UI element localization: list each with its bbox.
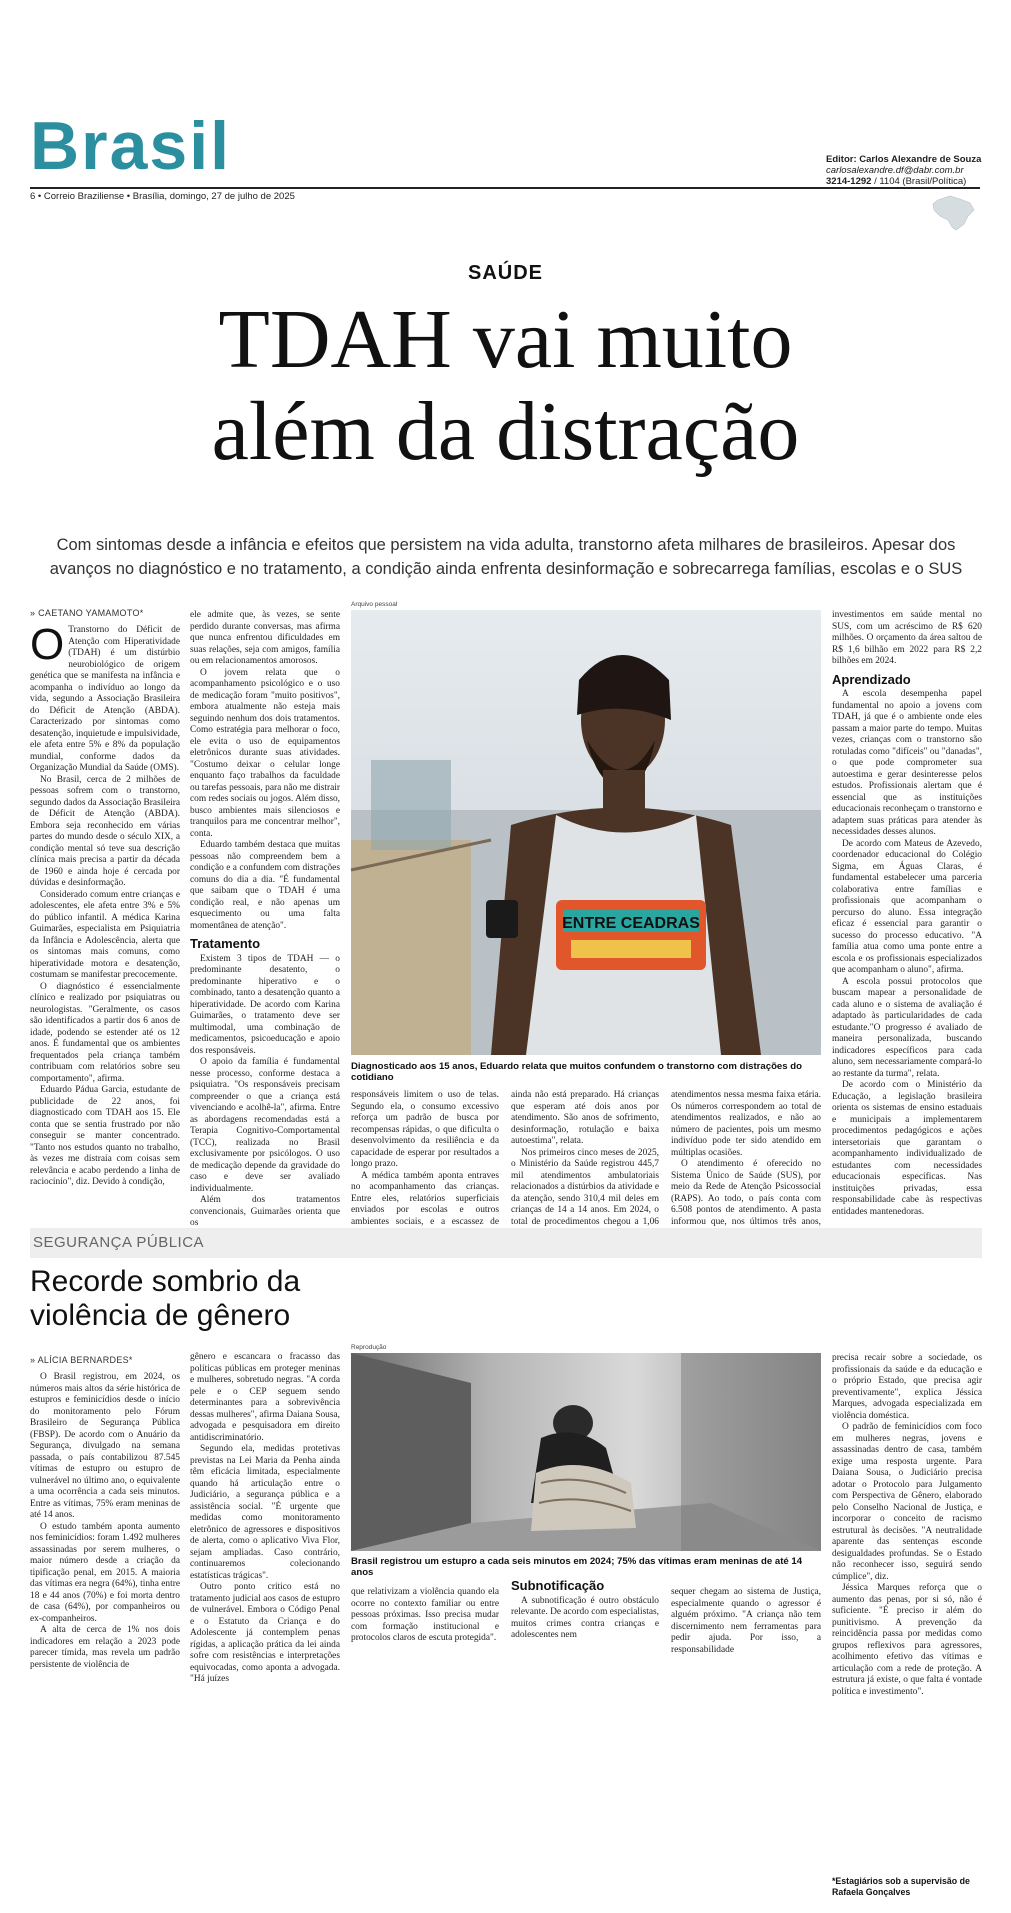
story2-col1-p1: O Brasil registrou, em 2024, os números mais altos da série histórica de estupros e feminicídios desde o início do monitoramento pelo Fórum Brasileiro de Segurança Pública (FBSP). De acordo com o Anuário da Segurança, divulgado na semana passada, o país contabilizou 87.545 vítimas de estupro ou estupro de vulnerável no último ano, o equivalente a uma ocorrência a cada seis minutos. Entre as vítimas, 75% eram meninas de até 14 anos. — [30, 1372, 180, 1520]
story2-col2 — [190, 1352, 340, 1902]
story2-col4 — [511, 1580, 659, 1660]
editor-name: Editor: Carlos Alexandre de Souza — [826, 154, 982, 165]
story1-headline-line1: TDAH vai muito — [218, 293, 793, 386]
story1-col2-p6: Além dos tratamentos convencionais, Guimarães orienta que os — [190, 1195, 340, 1228]
story1-col4-p2: Nos primeiros cinco meses de 2025, o Ministério da Saúde registrou 445,7 mil atendimentos ambulatoriais relacionados a distúrbios da atividade e da atenção, sendo 310,4 mil deles em crianças de 14 a 14 anos. Em 2024, o total de procedimentos chegou a 1,06 — [511, 1147, 659, 1227]
story1-col3-p2: A médica também aponta entraves no acompanhamento das crianças. Entre eles, relatórios superficiais enviados por escolas e outros ambientes sociais, e a escassez de — [351, 1170, 499, 1227]
story1-col2-p2: O jovem relata que o acompanhamento psicológico e o uso de medicação foram "muito positivos", embora atualmente não esteja mais seguindo nenhum dos dois tratamentos. Como estratégia para melhorar o foco, ele evita o uso de equipamentos eletrônicos durante suas atividades. "Costumo deixar o celular longe enquanto faço trabalhos da faculdade ou tarefas pessoais, para não me distrair com redes sociais ou jogos. Além disso, busco ambientes mais silenciosos e tranquilos para me concentrar melhor", conta. — [190, 667, 340, 839]
story1-byline: » CAETANO YAMAMOTO* — [30, 608, 144, 618]
story2-col2-p3: Outro ponto crítico está no tratamento judicial aos casos de estupro de vulnerável. Embora o Código Penal e o Estatuto da Criança e do Adolescente já contemplem penas rígidas, a aplicação prática da lei ainda sofre com resistências e interpretações equivocadas, como aponta a advogada. "Há juízes — [190, 1582, 340, 1684]
story2-photo-credit: Reprodução — [351, 1344, 387, 1351]
story1-subhead-tratamento: Tratamento — [190, 936, 261, 951]
story1-col6-p1: investimentos em saúde mental no SUS, com um acréscimo de R$ 620 milhões. O orçamento da área saltou de R$ 1,6 bilhão em 2022 para R$ 2,2 bilhões em 2024. — [832, 610, 982, 666]
story2-headline-line1: Recorde sombrio da — [30, 1265, 301, 1298]
story1-col3-p1: responsáveis limitem o uso de telas. Segundo ela, o consumo excessivo reforça um padrão de busca por recompensas rápidas, o que dificulta o desenvolvimento da resiliência e da capacidade de esperar por resultados a longo prazo. — [351, 1090, 499, 1169]
story1-col1-p1: Transtorno do Déficit de Atenção com Hiperatividade (TDAH) é um distúrbio neurobiológico de origem genética que se manifesta na infância e acompanha o indivíduo ao longo da vida, segundo a Associação Brasileira do Déficit de Atenção (ABDA). Caracterizado por sintomas como desatenção, inquietude e impulsividade, ele afeta entre 5% e 8% da população mundial, conforme dados da Organização Mundial da Saúde (OMS). — [30, 625, 180, 773]
story1-col2-p5: O apoio da família é fundamental nesse processo, conforme destaca a psiquiatra. "Os responsáveis precisam compreender o que a criança está vivenciando e acolhê-la", afirma. Entre as abordagens recomendadas está a Terapia Cognitivo-Comportamental (TCC), realizada no Brasil exclusivamente por psicólogos. O uso de medicação depende da gravidade do caso e deve ser avaliado individualmente. — [190, 1057, 340, 1194]
story1-kicker: SAÚDE — [467, 262, 543, 284]
story2-caption: Brasil registrou um estupro a cada seis minutos em 2024; 75% das vítimas eram meninas de até 14 anos — [351, 1556, 803, 1578]
story2-col1 — [30, 1372, 180, 1902]
story1-caption: Diagnosticado aos 15 anos, Eduardo relata que muitos confundem o transtorno com distrações do cotidiano — [351, 1061, 802, 1083]
story1-col2-p1: ele admite que, às vezes, se sente perdido durante conversas, mas afirma que nunca enfrentou dificuldades em suas relações, seja com amigos, família ou em relacionamentos amorosos. — [190, 610, 340, 666]
story1-col6-p4: A escola possui protocolos que buscam mapear a personalidade de cada aluno e o sistema de avaliação é adaptado às particularidades de cada estudante."O progresso é avaliado de maneira personalizada, buscando indicadores específicos para cada aluno, sem necessariamente compará-lo ao restante da turma", relata. — [832, 976, 982, 1079]
story1-deck: Com sintomas desde a infância e efeitos que persistem na vida adulta, transtorno afeta milhares de brasileiros. Apesar dos avanços no diagnóstico e no tratamento, a condição ainda enfrenta desinformação e sobrecarrega famílias, escolas e o SUS — [49, 536, 963, 578]
story2-col2-p2: Segundo ela, medidas protetivas previstas na Lei Maria da Penha ainda têm eficácia limitada, especialmente quando há articulação entre o Judiciário, a segurança pública e a assistência social. "É urgente que medidas como monitoramento eletrônico de agressores e dispositivos de alerta, como o aplicativo Viva Flor, sejam ampliadas. Caso contrário, continuaremos colecionando estatísticas trágicas". — [190, 1444, 340, 1581]
story2-section-label: SEGURANÇA PÚBLICA — [33, 1234, 205, 1251]
story2-col6-p1: precisa recair sobre a sociedade, os profissionais da saúde e da educação e o próprio Estado, que precisa agir preventivamente", explica Jéssica Marques, advogada especializada em violência doméstica. — [832, 1353, 982, 1421]
story1-col1-p2: No Brasil, cerca de 2 milhões de pessoas sofrem com o transtorno, segundo dados da Associação Brasileira de Déficit de Atenção (ABDA). Embora seja reconhecido em várias partes do mundo desde o século XIX, a condição mental só teve sua descrição clínica mais precisa a partir da década de 1960 e ainda hoje é cercada por dúvidas e desinformação. — [30, 774, 180, 888]
story2-col3 — [351, 1587, 499, 1657]
brazil-map-icon — [930, 194, 976, 232]
story1-col1-p4: O diagnóstico é essencialmente clínico e realizado por psiquiatras ou neurologistas. "Geralmente, os casos são identificados a partir dos 6 anos de idade, podendo se estender até os 12 anos. É fundamental que os ambientes frequentados pela criança também contribuam com relatórios sobre seu comportamento", afirma. — [30, 981, 180, 1084]
story2-col5-p1: sequer chegam ao sistema de Justiça, especialmente quando o agressor é alguém próximo. "A criança não tem discernimento nem ferramentas para pedir ajuda. Por isso, a responsabilidade — [671, 1587, 821, 1655]
story1-col5-p2: O atendimento é oferecido no Sistema Único de Saúde (SUS), por meio da Rede de Atenção Psicossocial (RAPS). Ao todo, o país conta com 6.508 pontos de atendimento. A pasta informou que, nos últimos três anos, — [671, 1159, 821, 1227]
story1-col5-p1: atendimentos nessa mesma faixa etária. Os números correspondem ao total de atendimentos realizados, e não ao número de pacientes, pois um mesmo indivíduo pode ter sido atendido em múltiplas ocasiões. — [671, 1090, 821, 1158]
story1-photo-credit: Arquivo pessoal — [351, 601, 398, 608]
story1-col2 — [190, 610, 340, 1228]
story1-col6 — [832, 610, 982, 1215]
story2-headline-line2: violência de gênero — [30, 1299, 291, 1332]
story1-col1-p3: Considerado comum entre crianças e adolescentes, ele afeta entre 3% e 5% do público infantil. A médica Karina Guimarães, especialista em Psiquiatria da Infância e Adolescência, alerta que os sintomas mais comuns, como hiperatividade motora e desatenção, costumam se manifestar precocemente. — [30, 889, 180, 980]
story1-col6-p5: De acordo com o Ministério da Educação, a legislação brasileira orienta os sistemas de ensino estaduais e municipais a implementarem procedimentos pedagógicos e ações intersetoriais que garantam o acompanhamento individualizado de estudantes com necessidades educacionais específicas. Nas instituições privadas, essa responsabilidade cabe às respectivas entidades mantenedoras. — [832, 1080, 982, 1217]
story1-col6-p2: A escola desempenha papel fundamental no apoio a jovens com TDAH, já que é o ambiente onde eles passam a maior parte do tempo. Muitas vezes, crianças com o transtorno são rotuladas como "difíceis" ou "danadas", o que pode comprometer sua autoestima e gerar desinteresse pelos estudos. Profissionais alertam que é essencial que as instituições educacionais reconheçam o transtorno e adaptem suas práticas para atender às necessidades desses alunos. — [832, 689, 982, 837]
story1-col4-p1: ainda não está preparado. Há crianças que esperam até dois anos por atendimento. São anos de sofrimento, desinformação, rotulação e baixa autoestima", relata. — [511, 1090, 659, 1146]
story1-dropcap: O — [30, 620, 65, 669]
editor-phone-line — [826, 176, 996, 187]
story1-subhead-aprendizado: Aprendizado — [832, 671, 911, 687]
story2-col5 — [671, 1587, 821, 1657]
story1-col2-p4: Existem 3 tipos de TDAH — o predominante desatento, o predominante hiperativo e o combinado, tanto a desatenção quanto a hiperatividade. De acordo com Karina Guimarães, o tratamento deve ser multimodal, uma combinação de medicamentos, psicoeducação e apoio dos responsáveis. — [190, 953, 340, 1056]
story1-col6-p3: De acordo com Mateus de Azevedo, coordenador educacional do Colégio Sigma, em Águas Claras, é fundamental estabelecer uma parceria colaborativa entre famílias e profissionais que acompanham o percurso do aluno. Essa integração eficaz é essencial para garantir o sucesso do processo educativo. "A família atua como uma ponte entre a escola e os profissionais especializados que acompanham o aluno", afirma. — [832, 838, 982, 975]
story1-col2-p3: Eduardo também destaca que muitas pessoas não compreendem bem a condição e a confundem com distrações comuns do dia a dia. "É fundamental que saibam que o TDAH é uma condição real, e não apenas um esquecimento ou uma falta momentânea de atenção". — [190, 840, 340, 931]
story1-col3 — [351, 1090, 499, 1227]
story2-col2-p1: gênero e escancara o fracasso das políticas públicas em proteger meninas e mulheres, sobretudo negras. "A corda pele e o CEP seguem sendo determinantes para a sobrevivência dessas mulheres", afirma Daiana Sousa, advogada e pesquisadora em direito antidiscriminatório. — [190, 1352, 340, 1443]
story2-photo — [351, 1353, 821, 1551]
story2-col1-p2: O estudo também aponta aumento nos feminicídios: foram 1.492 mulheres assassinadas por serem mulheres, o maior número desde a criação da tipificação penal, em 2015. A maioria das vítimas era negra (64%), tinha entre 18 e 44 anos (70%) e foi morta dentro de casa (64%), por companheiros ou ex-companheiros. — [30, 1521, 180, 1624]
story2-col6-p3: Jéssica Marques reforça que o aumento das penas, por si só, não é suficiente. "É preciso ir além do punitivismo. A prevenção da reincidência passa por medidas como grupos reflexivos para agressores, acolhimento efetivo das vítimas e articulação com a rede de proteção. A estrutura já existe, o que falta é vontade política e investimento". — [832, 1583, 982, 1697]
story1-headline-line2: além da distração — [211, 385, 800, 478]
story2-col3-p1: que relativizam a violência quando ela ocorre no contexto familiar ou entre pessoas próximas. Isso precisa mudar com formação institucional e protocolos claros de escuta protegida". — [351, 1587, 499, 1643]
section-title: Brasil — [30, 108, 231, 184]
story1-photo — [351, 610, 821, 1055]
editor-box — [826, 154, 996, 187]
story1-headline — [0, 294, 1011, 478]
story2-col6 — [832, 1353, 982, 1888]
header-rule — [30, 187, 980, 189]
story2-col4-p1: A subnotificação é outro obstáculo relevante. De acordo com especialistas, muitos crimes contra crianças e adolescentes nem — [511, 1595, 659, 1640]
story2-col1-p3: A alta de cerca de 1% nos dois indicadores em relação a 2023 pode parecer tímida, mas revela um padrão persistente de violência de — [30, 1625, 180, 1670]
masthead — [30, 110, 980, 190]
editor-phone: 3214-1292 — [826, 176, 872, 187]
page-info: 6 • Correio Braziliense • Brasília, domingo, 27 de julho de 2025 — [30, 191, 295, 202]
story1-col1 — [30, 620, 180, 1215]
story2-headline — [30, 1265, 350, 1333]
editor-extension: / 1104 (Brasil/Política) — [874, 176, 967, 187]
story2-byline: » ALÍCIA BERNARDES* — [30, 1355, 133, 1365]
story1-col4 — [511, 1090, 659, 1227]
story1-col5 — [671, 1090, 821, 1227]
story1-photo-shirt-text: ENTRE CEADRAS — [562, 915, 700, 932]
story2-col6-p2: O padrão de feminicídios com foco em mulheres negras, jovens e assassinadas dentro de casa, também exige uma resposta urgente. Para Daiana Sousa, o Judiciário precisa adotar o Protocolo para Julgamento com Perspectiva de Gênero, elaborado pelo Conselho Nacional de Justiça, e incorporar o conceito de racismo estrutural às decisões. "A neutralidade aparente das sentenças esconde desigualdades profundas. Se o Estado não reconhecer isso, seguirá sendo cúmplice", diz. — [832, 1422, 982, 1582]
story2-subhead-subnotificacao: Subnotificação — [511, 1578, 605, 1593]
story1-col1-p5: Eduardo Pádua Garcia, estudante de publicidade de 22 anos, foi diagnosticado com TDAH aos 15. Ele conta que se sentia frustrado por não conseguir se manter concentrado. "Tanto nos estudos quanto no trabalho, às vezes me distraía com coisas sem relevância e acabo perdendo a linha de raciocínio", diz. Devido à condição, — [30, 1085, 180, 1187]
editor-email[interactable]: carlosalexandre.df@dabr.com.br — [826, 165, 964, 176]
story2-footnote: *Estagiários sob a supervisão de Rafaela Gonçalves — [832, 1876, 970, 1897]
